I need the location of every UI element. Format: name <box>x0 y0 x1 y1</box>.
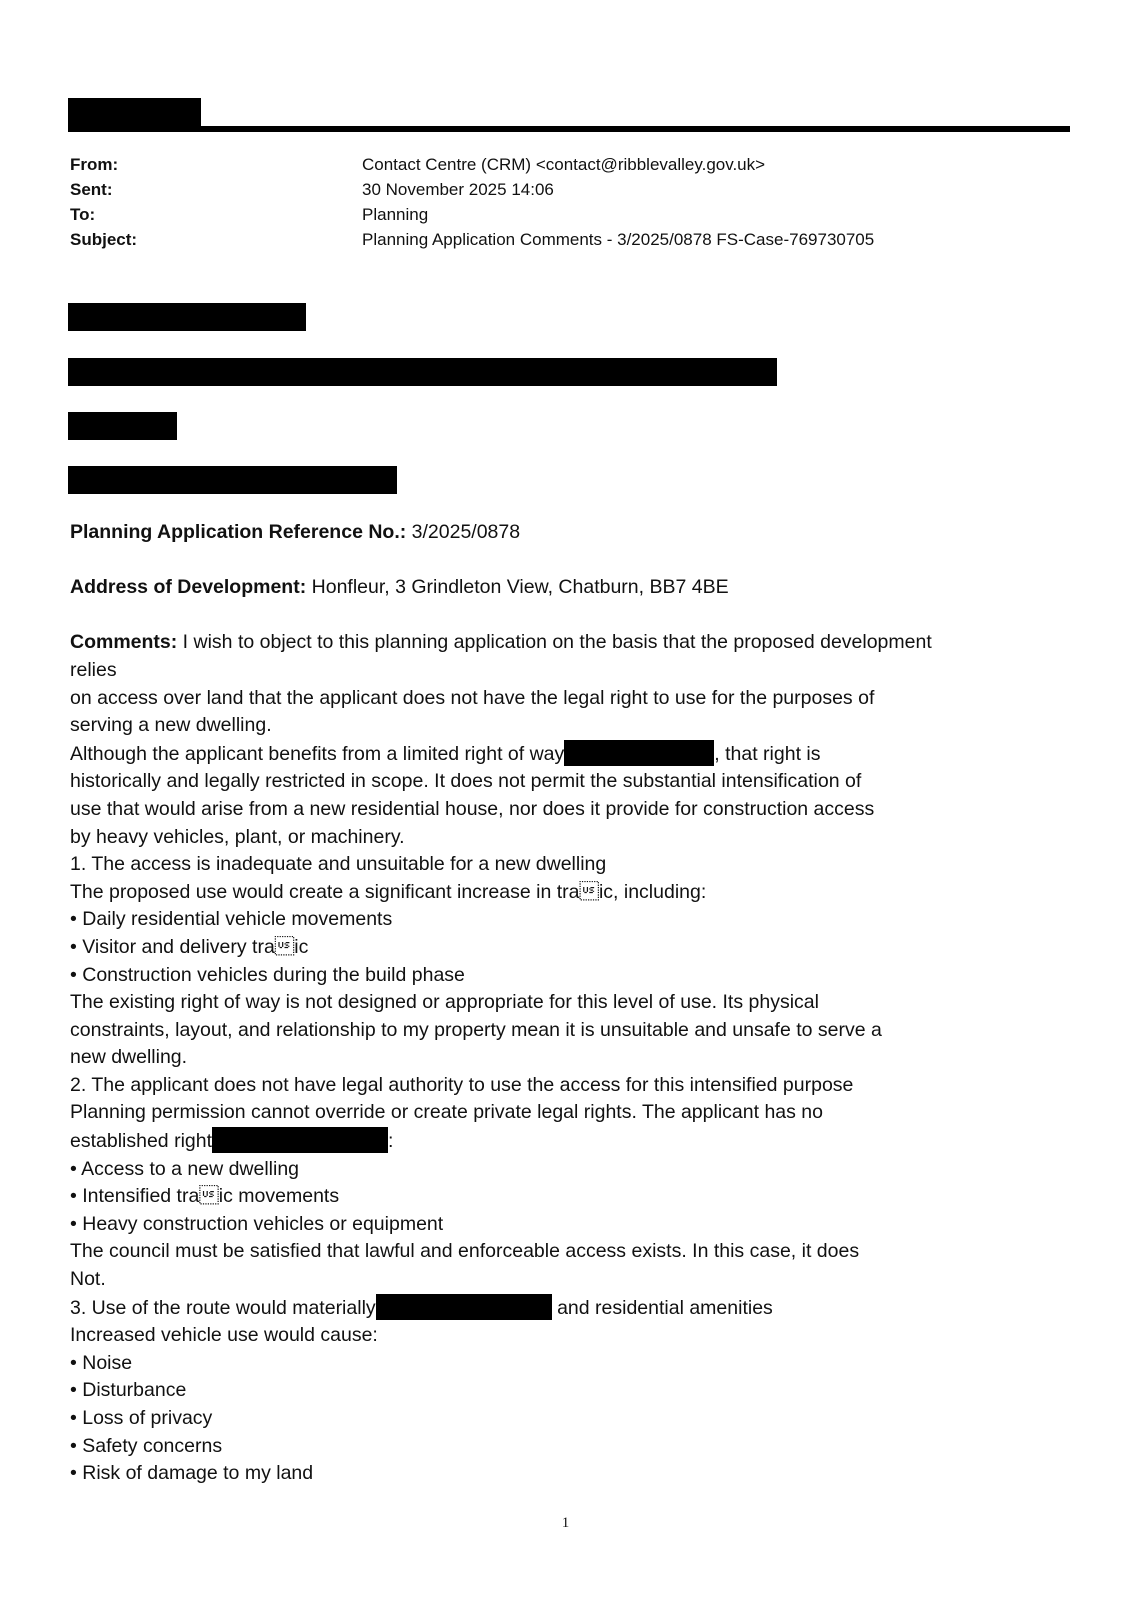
reference-label: Planning Application Reference No.: <box>70 521 407 543</box>
bullet-item: • Visitor and delivery tra ic <box>70 935 309 958</box>
body-line: The proposed use would create a significant increase in tra ic, including: <box>70 880 707 903</box>
body-line: use that would arise from a new residential house, nor does it provide for construction access <box>70 797 875 820</box>
redacted-block-1 <box>68 303 306 331</box>
sent-row <box>0 177 1131 202</box>
body-line: The council must be satisfied that lawful and enforceable access exists. In this case, it does <box>70 1240 860 1263</box>
bullet-item: • Noise <box>70 1351 133 1374</box>
redacted-inline-2 <box>212 1127 388 1153</box>
sent-value: 30 November 2025 14:06 <box>362 180 554 199</box>
point-heading <box>70 1294 1070 1323</box>
address-value: Honfleur, 3 Grindleton View, Chatburn, BB7 4BE <box>306 576 729 599</box>
redacted-inline-1 <box>564 740 714 766</box>
bullet-item: • Risk of damage to my land <box>70 1462 314 1485</box>
bullet-item: • Heavy construction vehicles or equipment <box>70 1212 444 1235</box>
from-row <box>0 152 1131 177</box>
body-line: Planning permission cannot override or create private legal rights. The applicant has no <box>70 1101 823 1124</box>
body-line: relies <box>70 658 117 681</box>
body-text-span: Although the applicant benefits from a limited right of way <box>70 742 565 765</box>
page-number: 1 <box>561 1515 570 1531</box>
redacted-inline-3 <box>376 1294 552 1320</box>
body-line <box>70 1127 1070 1156</box>
comments-text: I wish to object to this planning application on the basis that the proposed development <box>177 631 932 654</box>
to-label: To: <box>70 205 96 224</box>
body-line: new dwelling. <box>70 1046 188 1069</box>
from-label: From: <box>70 155 119 174</box>
comments-label: Comments: <box>70 631 178 654</box>
body-line: constraints, layout, and relationship to my property mean it is unsuitable and unsafe to serve a <box>70 1018 882 1041</box>
body-text-span: and residential amenities <box>551 1296 773 1319</box>
body-line: Not. <box>70 1268 106 1291</box>
header-rule <box>68 126 1070 132</box>
comments-line <box>70 629 1070 657</box>
bullet-item: • Disturbance <box>70 1379 187 1402</box>
to-row <box>0 202 1131 227</box>
body-text-span: , that right is <box>714 742 821 765</box>
body-text-span: 3. Use of the route would materially <box>70 1296 376 1319</box>
to-value: Planning <box>362 205 429 224</box>
email-header <box>0 152 1131 262</box>
subject-row <box>0 227 1131 252</box>
body-line <box>70 740 1070 769</box>
body-line: on access over land that the applicant does not have the legal right to use for the purposes of <box>70 686 875 709</box>
reference-line <box>70 519 1070 547</box>
body-line: serving a new dwelling. <box>70 714 272 737</box>
sent-label: Sent: <box>70 180 113 199</box>
redacted-block-4 <box>68 466 397 494</box>
from-value: Contact Centre (CRM) <contact@ribblevalley.gov.uk> <box>362 155 766 174</box>
redacted-block-2 <box>68 358 777 386</box>
bullet-item: • Loss of privacy <box>70 1407 213 1429</box>
reference-value: 3/2025/0878 <box>406 521 521 543</box>
body-line: historically and legally restricted in scope. It does not permit the substantial intensification of <box>70 770 862 793</box>
body-line: Increased vehicle use would cause: <box>70 1324 378 1347</box>
bullet-item: • Intensified tra ic movements <box>70 1185 340 1208</box>
address-line <box>70 574 1070 602</box>
subject-label: Subject: <box>70 230 138 249</box>
body-line: by heavy vehicles, plant, or machinery. <box>70 825 405 848</box>
redacted-sender-name <box>68 98 201 126</box>
bullet-item: • Construction vehicles during the build phase <box>70 963 465 986</box>
bullet-item: • Daily residential vehicle movements <box>70 908 393 931</box>
address-label: Address of Development: <box>70 576 307 599</box>
bullet-item: • Access to a new dwelling <box>70 1157 300 1180</box>
point-heading: 2. The applicant does not have legal authority to use the access for this intensified purpose <box>70 1073 854 1096</box>
redacted-block-3 <box>68 412 177 440</box>
body-text-span: established right <box>70 1130 213 1153</box>
email-body <box>70 519 1070 1488</box>
subject-value: Planning Application Comments - 3/2025/0878 FS-Case-769730705 <box>362 230 875 249</box>
bullet-item: • Safety concerns <box>70 1434 223 1457</box>
body-line: The existing right of way is not designed or appropriate for this level of use. Its physical <box>70 991 819 1014</box>
point-heading: 1. The access is inadequate and unsuitable for a new dwelling <box>70 853 607 876</box>
body-text-span: : <box>388 1130 394 1153</box>
